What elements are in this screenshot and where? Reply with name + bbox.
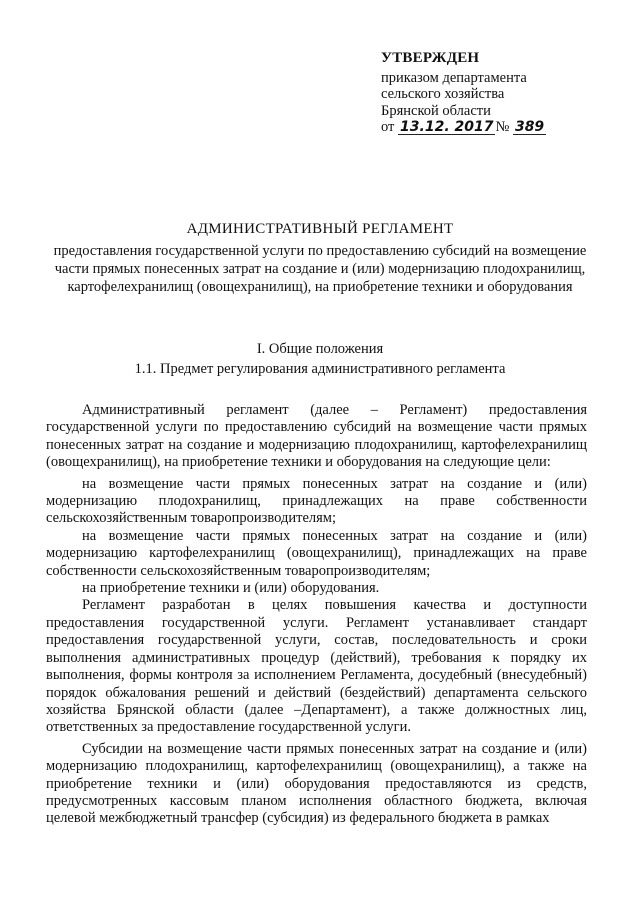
date-prefix: от	[381, 119, 395, 135]
approval-heading: УТВЕРЖДЕН	[381, 50, 480, 66]
paragraph-goal-fruit-storage: на возмещение части прямых понесенных затрат на создание и (или) модернизацию плодохранилищ, принадлежащих на праве собственности сельскохозяйственным товаропроизводителям;	[46, 475, 587, 527]
section-heading-subject: 1.1. Предмет регулирования административного регламента	[134, 361, 506, 377]
handwritten-date: 13.12. 2017	[400, 119, 494, 135]
paragraph-goal-potato-storage: на возмещение части прямых понесенных затрат на создание и (или) модернизацию картофелехранилищ (овощехранилищ), принадлежащих на праве собственности сельскохозяйственным товаропроизводителям;	[46, 527, 587, 579]
approval-line-3: Брянской области	[381, 102, 491, 119]
paragraph-regulation-purpose: Регламент разработан в целях повышения качества и доступности предоставления государственной услуги. Регламент устанавливает стандарт предоставления государственной услуги, состав, последовательность и сроки выполнения административных процедур (действий), требования к порядку их выполнения, формы контроля за исполнением Регламента, досудебный (внесудебный) порядок обжалования решений и действий (бездействий) департамента сельского хозяйства Брянской области (далее –Департамент), а также должностных лиц, ответственных за предоставление государственной услуги.	[46, 597, 587, 736]
paragraph-goal-equipment: на приобретение техники и (или) оборудования.	[82, 580, 380, 597]
document-body	[46, 402, 587, 828]
document-title-block	[50, 220, 590, 296]
paragraph-intro: Административный регламент (далее – Регламент) предоставления государственной услуги по предоставлению субсидий на возмещение части прямых понесенных затрат на создание и модернизацию плодохранилищ, картофелехранилищ (овощехранилищ), на приобретение техники и оборудования на следующие цели:	[46, 402, 587, 471]
approval-stamp	[381, 50, 611, 136]
section-heading-general: I. Общие положения	[256, 341, 384, 357]
document-title: АДМИНИСТРАТИВНЫЙ РЕГЛАМЕНТ	[186, 221, 454, 237]
number-prefix: №	[495, 119, 510, 135]
document-subtitle: предоставления государственной услуги по предоставлению субсидий на возмещение части прямых понесенных затрат на создание и (или) модернизацию плодохранилищ, картофелехранилищ (овощехранилищ), на приобретение техники и оборудования	[53, 243, 587, 295]
approval-date-line	[381, 119, 611, 136]
paragraph-subsidy-funding: Субсидии на возмещение части прямых понесенных затрат на создание и (или) модернизацию плодохранилищ, картофелехранилищ (овощехранилищ), а также на приобретение техники и (или) оборудования предоставляются из средств, предусмотренных кассовым планом исполнения областного бюджета, включая целевой межбюджетный трансфер (субсидия) из федерального бюджета в рамках	[46, 740, 587, 827]
approval-line-1: приказом департамента	[381, 69, 527, 86]
approval-line-2: сельского хозяйства	[381, 86, 505, 102]
handwritten-number: 389	[514, 119, 545, 135]
